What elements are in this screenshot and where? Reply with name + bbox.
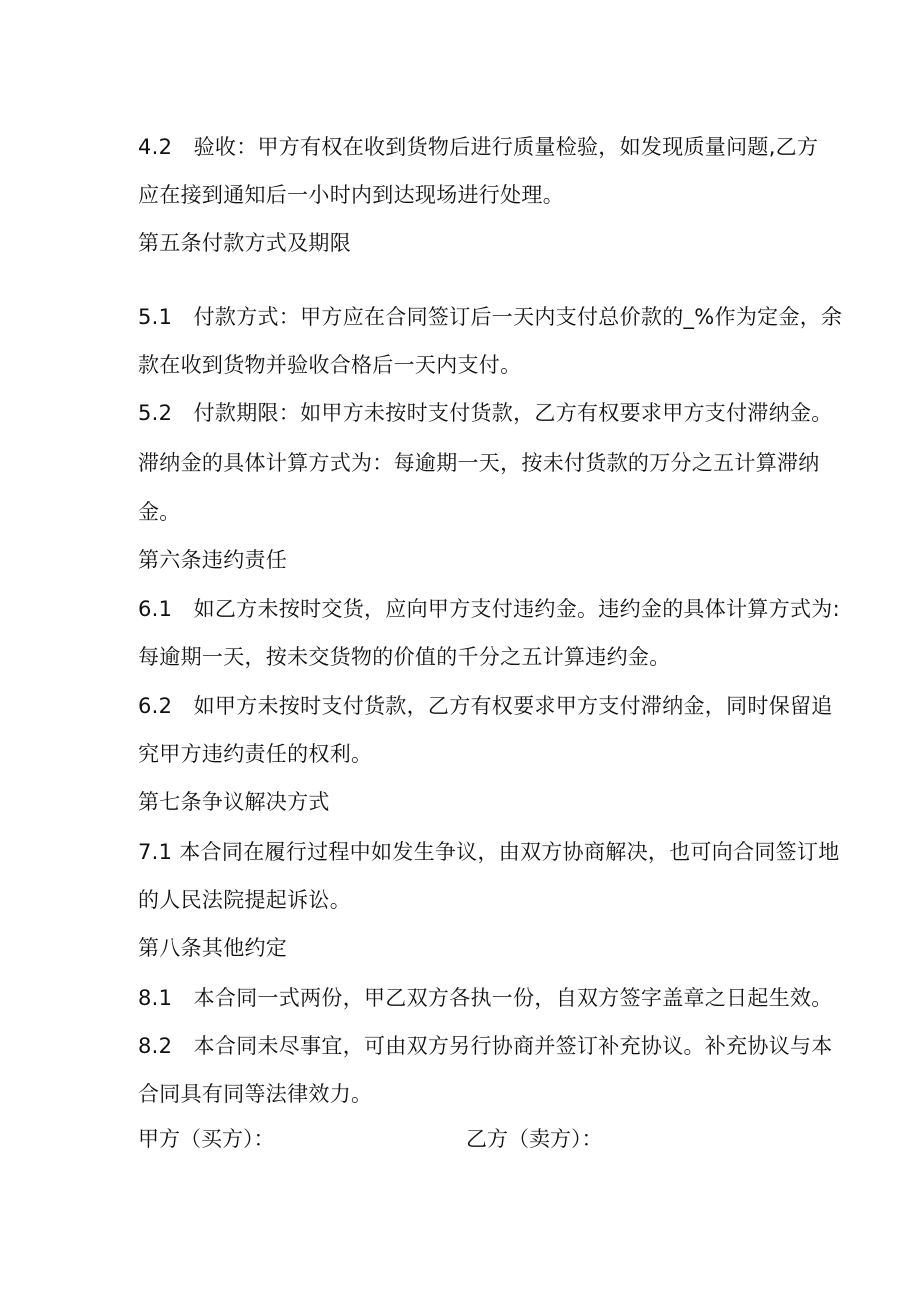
clause-4-2-line-1: 4.2 验收：甲方有权在收到货物后进行质量检验，如发现质量问题,乙方 [138,135,819,159]
clause-6-1-line-1: 6.1 如乙方未按时交货，应向甲方支付违约金。违约金的具体计算方式为: [138,597,840,621]
clause-8-2-line-1: 8.2 本合同未尽事宜，可由双方另行协商并签订补充协议。补充协议与本 [138,1034,833,1058]
clause-8-1-line-1: 8.1 本合同一式两份，甲乙双方各执一份，自双方签字盖章之日起生效。 [138,986,833,1010]
article-7-heading: 第七条争议解决方式 [138,790,330,814]
clause-5-2-line-1: 5.2 付款期限：如甲方未按时支付货款，乙方有权要求甲方支付滞纳金。 [138,401,833,425]
article-5-heading: 第五条付款方式及期限 [138,231,351,255]
clause-7-1-line-1: 7.1 本合同在履行过程中如发生争议，由双方协商解决，也可向合同签订地 [138,840,840,864]
clause-5-1-line-2: 款在收到货物并验收合格后一天内支付。 [138,353,522,377]
party-a-signature-label: 甲方（买方）： [138,1127,275,1151]
article-6-heading: 第六条违约责任 [138,548,288,572]
clause-8-2-line-2: 合同具有同等法律效力。 [138,1082,373,1106]
article-8-heading: 第八条其他约定 [138,936,288,960]
clause-6-2-line-2: 究甲方违约责任的权利。 [138,742,373,766]
clause-6-1-line-2: 每逾期一天，按未交货物的价值的千分之五计算违约金。 [138,645,671,669]
clause-7-1-line-2: 的人民法院提起诉讼。 [138,888,351,912]
clause-5-2-line-2: 滞纳金的具体计算方式为：每逾期一天，按未付货款的万分之五计算滞纳 [138,451,820,475]
clause-4-2-line-2: 应在接到通知后一小时内到达现场进行处理。 [138,183,564,207]
party-b-signature-label: 乙方（卖方）： [466,1127,603,1151]
clause-6-2-line-1: 6.2 如甲方未按时支付货款，乙方有权要求甲方支付滞纳金，同时保留追 [138,694,833,718]
clause-5-2-line-3: 金。 [138,500,181,524]
clause-5-1-line-1: 5.1 付款方式：甲方应在合同签订后一天内支付总价款的_%作为定金，余 [138,305,843,329]
